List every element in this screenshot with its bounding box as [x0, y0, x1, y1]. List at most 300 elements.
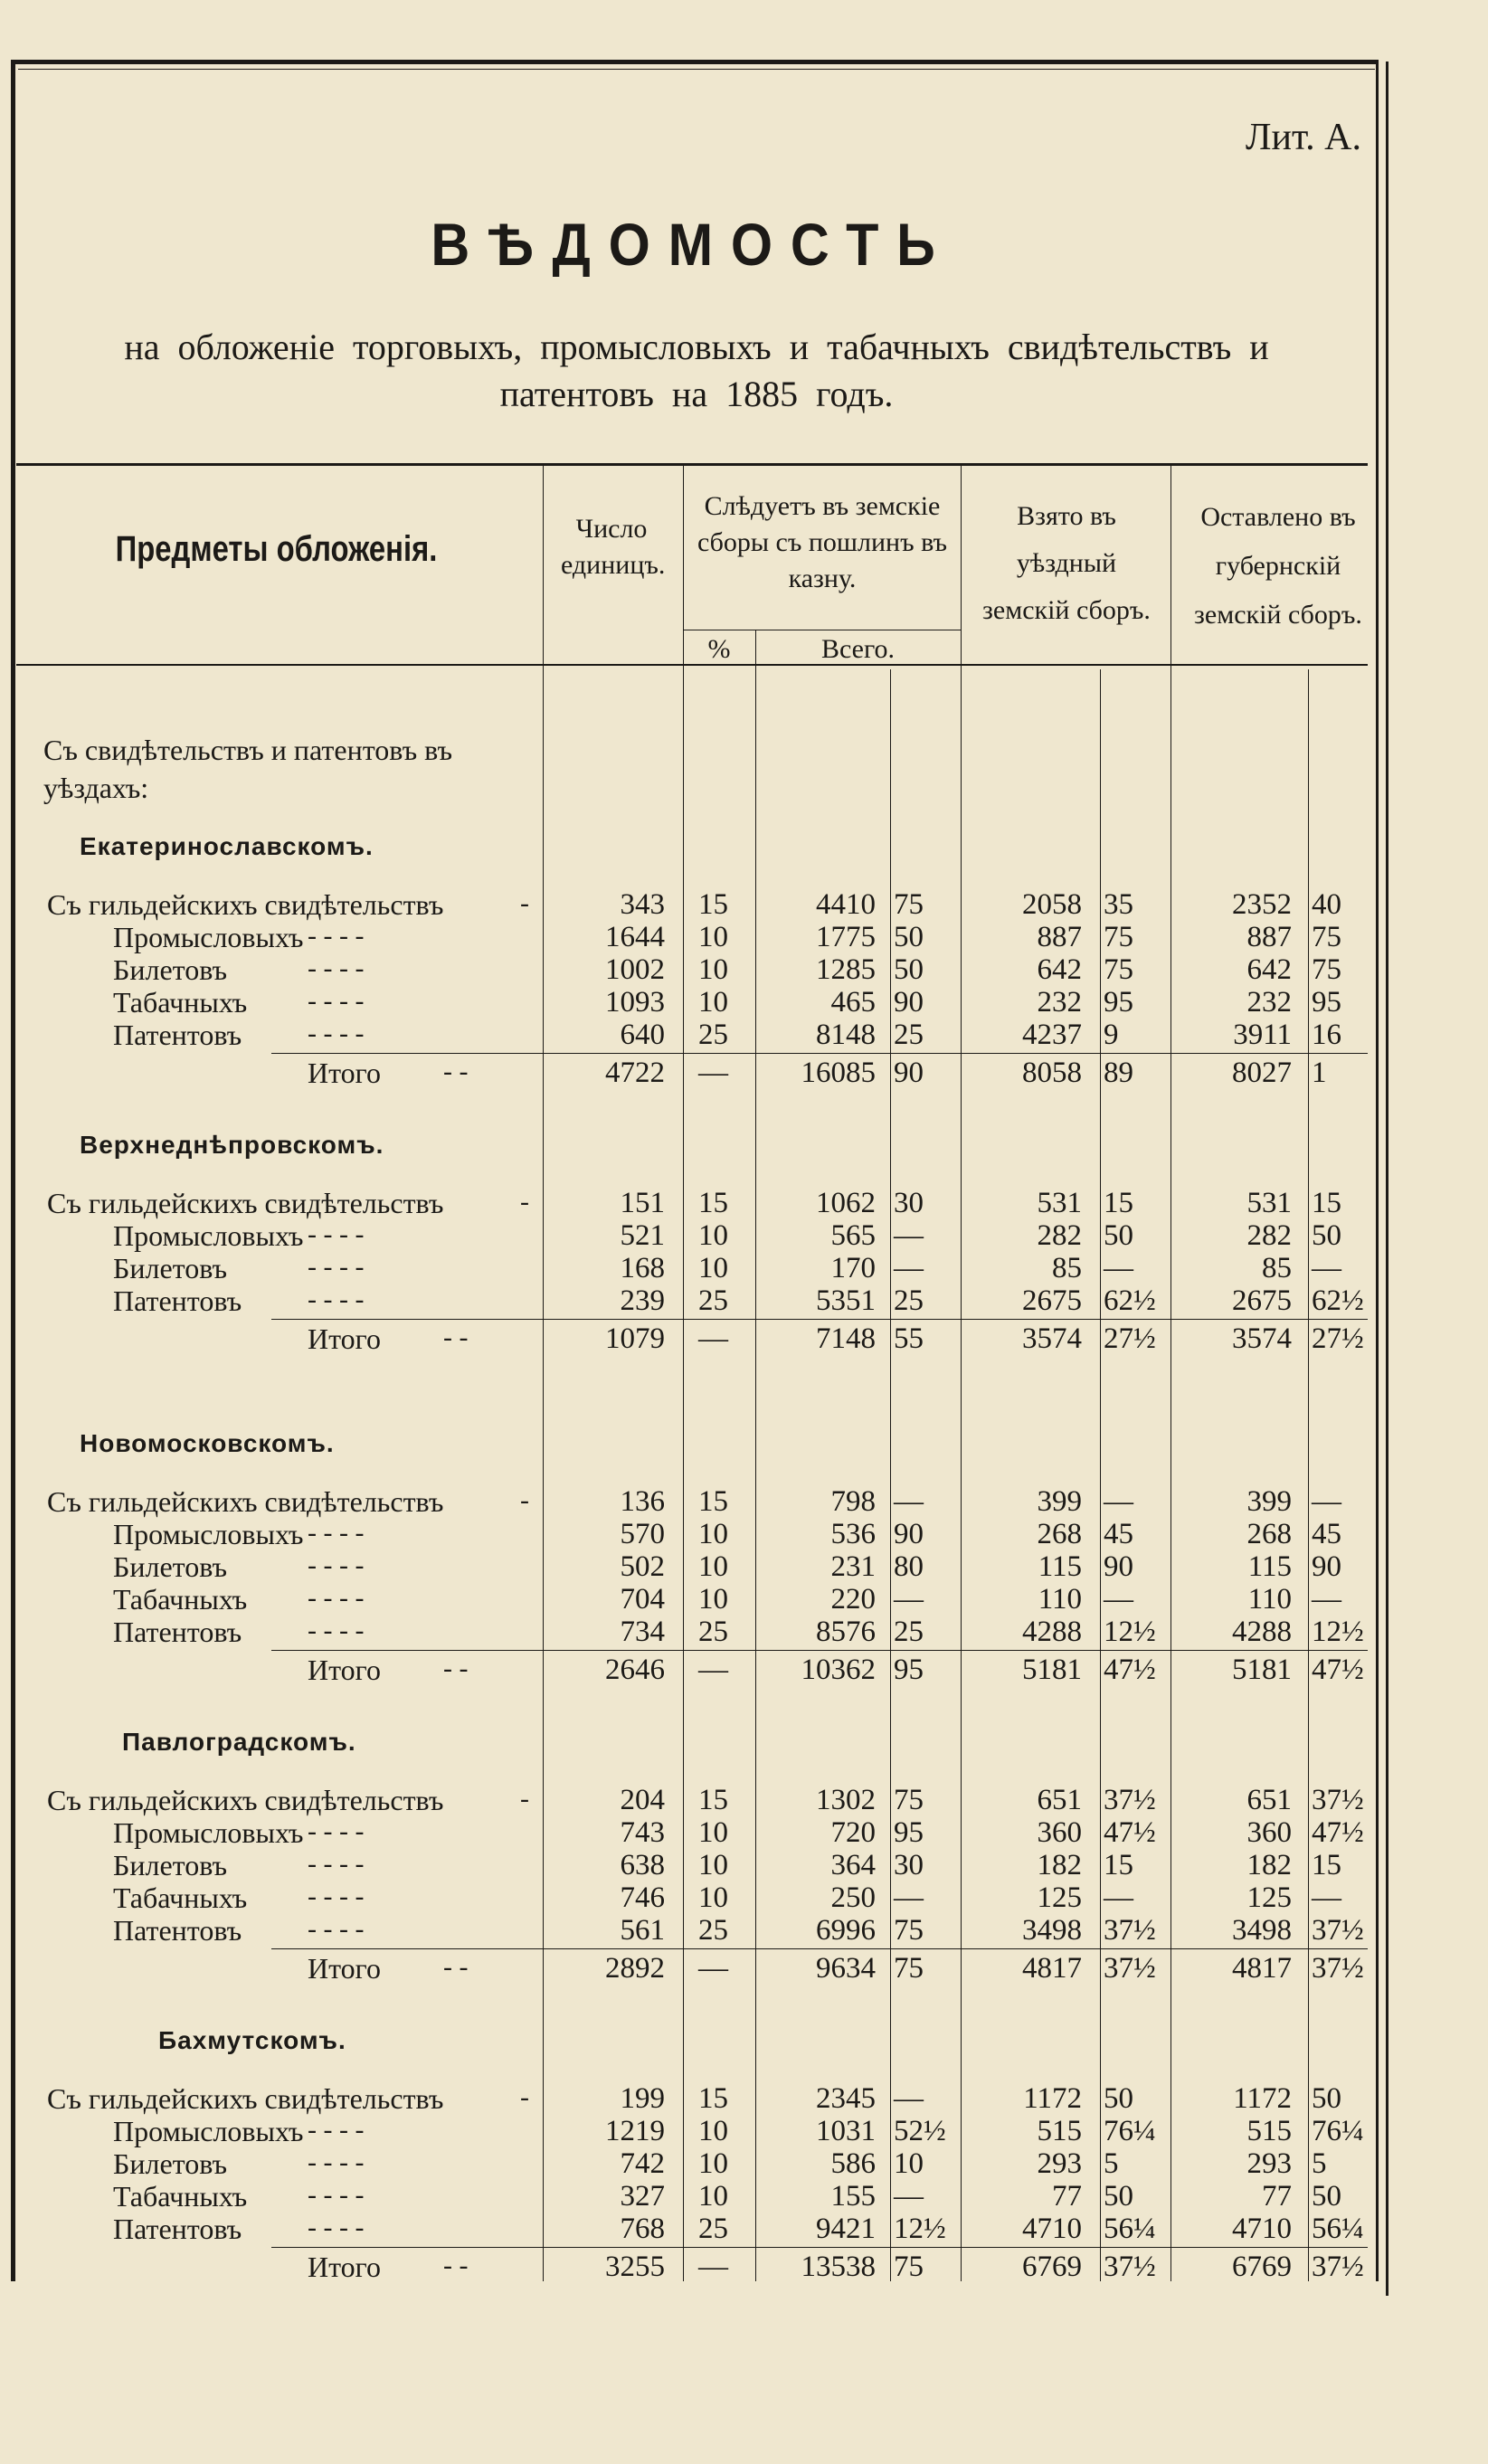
pct-cell: 10	[698, 1219, 728, 1252]
uezd-kop-cell: 76¼	[1104, 2115, 1156, 2147]
gub-kop-cell: 15	[1312, 1187, 1341, 1219]
dot-leader: - -	[443, 2251, 469, 2280]
pct-cell: 15	[698, 888, 728, 921]
pct-cell: 25	[698, 1019, 728, 1051]
uezd-rub-cell: 282	[1037, 1219, 1082, 1252]
row-label: Билетовъ	[113, 1849, 228, 1881]
uezd-rub-cell: 77	[1052, 2180, 1082, 2213]
gub-kop-cell: 16	[1312, 1019, 1341, 1051]
row-label: Съ гильдейскихъ свидѣтельствъ	[47, 888, 444, 921]
total-rub-cell: 8148	[816, 1019, 876, 1051]
total-rule	[271, 1650, 1368, 1651]
gub-rub-cell: 6769	[1232, 2251, 1292, 2283]
units-cell: 742	[620, 2147, 665, 2180]
uezd-kop-cell: —	[1104, 1583, 1133, 1616]
units-cell: 2892	[605, 1952, 665, 1985]
gub-kop-cell: 47½	[1312, 1654, 1364, 1686]
uezd-kop-cell: 50	[1104, 2180, 1133, 2213]
total-label: Итого	[308, 1057, 381, 1089]
total-kop-cell: 75	[894, 888, 924, 921]
uezd-rub-cell: 268	[1037, 1518, 1082, 1550]
total-kop-cell: 52½	[894, 2115, 946, 2147]
gub-rub-cell: 115	[1247, 1550, 1292, 1583]
pct-cell: —	[698, 1322, 728, 1355]
header-units	[543, 511, 680, 583]
row-label: Съ гильдейскихъ свидѣтельствъ	[47, 1485, 444, 1518]
uezd-rub-cell: 2058	[1022, 888, 1082, 921]
uezd-rub-cell: 4710	[1022, 2213, 1082, 2245]
total-kop-cell: 30	[894, 1187, 924, 1219]
uezd-rub-cell: 3498	[1022, 1914, 1082, 1947]
pct-cell: —	[698, 1952, 728, 1985]
document-subtitle	[27, 324, 1366, 418]
gub-kop-cell: 76¼	[1312, 2115, 1364, 2147]
pct-cell: —	[698, 2251, 728, 2283]
total-rub-cell: 586	[830, 2147, 876, 2180]
total-rub-cell: 9634	[816, 1952, 876, 1985]
row-label: Патентовъ	[113, 1284, 242, 1317]
row-label: Патентовъ	[113, 1914, 242, 1947]
units-cell: 343	[620, 888, 665, 921]
total-rub-cell: 1031	[816, 2115, 876, 2147]
uezd-kop-cell: 56¼	[1104, 2213, 1156, 2245]
total-kop-cell: 90	[894, 1057, 924, 1089]
pct-cell: 10	[698, 953, 728, 986]
pct-cell: 10	[698, 1550, 728, 1583]
col-rule-uezd	[961, 463, 962, 2281]
units-cell: 743	[620, 1816, 665, 1849]
total-kop-cell: 90	[894, 1518, 924, 1550]
uezd-kop-cell: 37½	[1104, 2251, 1156, 2283]
uezd-rub-cell: 4237	[1022, 1019, 1082, 1051]
gub-rub-cell: 85	[1262, 1252, 1292, 1284]
pct-cell: 10	[698, 1518, 728, 1550]
uezd-kop-cell: 45	[1104, 1518, 1133, 1550]
uezd-kop-cell: 27½	[1104, 1322, 1156, 1355]
total-rub-cell: 170	[830, 1252, 876, 1284]
total-kop-cell: 25	[894, 1019, 924, 1051]
gub-kop-cell: 50	[1312, 1219, 1341, 1252]
total-rub-cell: 5351	[816, 1284, 876, 1317]
dot-leader: - - - -	[308, 1550, 365, 1580]
uezd-rub-cell: 4817	[1022, 1952, 1082, 1985]
uezd-kop-cell: 35	[1104, 888, 1133, 921]
row-label: Промысловыхъ	[113, 921, 304, 953]
units-cell: 640	[620, 1019, 665, 1051]
pct-cell: 15	[698, 1485, 728, 1518]
row-label: Билетовъ	[113, 953, 228, 986]
uezd-rub-cell: 8058	[1022, 1057, 1082, 1089]
total-rub-cell: 798	[830, 1485, 876, 1518]
total-kop-cell: 75	[894, 1784, 924, 1816]
uezd-rub-cell: 293	[1037, 2147, 1082, 2180]
units-cell: 199	[620, 2082, 665, 2115]
gub-kop-cell: 47½	[1312, 1816, 1364, 1849]
total-rule	[271, 1319, 1368, 1320]
col-rule-gub	[1170, 463, 1171, 2281]
uezd-kop-cell: 75	[1104, 921, 1133, 953]
gub-kop-cell: 37½	[1312, 1952, 1364, 1985]
total-kop-cell: —	[894, 2082, 924, 2115]
dot-leader: - -	[443, 1057, 469, 1086]
units-cell: 239	[620, 1284, 665, 1317]
gub-kop-cell: —	[1312, 1583, 1341, 1616]
dot-leader: - - - -	[308, 986, 365, 1016]
total-rub-cell: 16085	[801, 1057, 876, 1089]
header-top-rule	[16, 463, 1368, 466]
total-kop-cell: 30	[894, 1849, 924, 1881]
total-rule	[271, 2247, 1368, 2248]
units-cell: 734	[620, 1616, 665, 1648]
pct-cell: 15	[698, 1784, 728, 1816]
header-percent: %	[707, 634, 731, 664]
gub-kop-cell: 37½	[1312, 1784, 1364, 1816]
uezd-kop-cell: 12½	[1104, 1616, 1156, 1648]
total-rub-cell: 1062	[816, 1187, 876, 1219]
total-rub-cell: 1775	[816, 921, 876, 953]
uezd-rub-cell: 887	[1037, 921, 1082, 953]
header-units-text: Число единицъ.	[561, 514, 666, 580]
row-label: Съ гильдейскихъ свидѣтельствъ	[47, 1784, 444, 1816]
total-kop-cell: 25	[894, 1616, 924, 1648]
dot-leader: - - - -	[308, 921, 365, 951]
gub-kop-cell: —	[1312, 1252, 1341, 1284]
total-rub-cell: 6996	[816, 1914, 876, 1947]
uezd-rub-cell: 110	[1038, 1583, 1082, 1616]
gub-rub-cell: 5181	[1232, 1654, 1292, 1686]
gub-rub-cell: 3911	[1233, 1019, 1292, 1051]
header-uezd	[962, 493, 1170, 634]
units-cell: 4722	[605, 1057, 665, 1089]
gub-rub-cell: 77	[1262, 2180, 1292, 2213]
gub-rub-cell: 2675	[1232, 1284, 1292, 1317]
units-cell: 168	[620, 1252, 665, 1284]
gub-rub-cell: 293	[1246, 2147, 1292, 2180]
gub-kop-cell: 12½	[1312, 1616, 1364, 1648]
dot-leader: - - - -	[308, 1219, 365, 1249]
gub-kop-cell: 15	[1312, 1849, 1341, 1881]
total-rub-cell: 220	[830, 1583, 876, 1616]
gub-kop-cell: 75	[1312, 921, 1341, 953]
section-name: Павлоградскомъ.	[122, 1728, 356, 1756]
pct-cell: 10	[698, 1881, 728, 1914]
total-kop-cell: —	[894, 2180, 924, 2213]
col-rule-total-kop	[890, 669, 891, 2281]
row-label: Табачныхъ	[113, 1881, 248, 1914]
total-rub-cell: 565	[830, 1219, 876, 1252]
dot-leader: - - - -	[308, 1583, 365, 1613]
gub-rub-cell: 4288	[1232, 1616, 1292, 1648]
uezd-rub-cell: 651	[1037, 1784, 1082, 1816]
gub-rub-cell: 3574	[1232, 1322, 1292, 1355]
uezd-kop-cell: 47½	[1104, 1654, 1156, 1686]
units-cell: 502	[620, 1550, 665, 1583]
header-uezd-text: Взято въ уѣздный земскій сборъ.	[982, 501, 1151, 625]
header-total: Всего.	[820, 634, 896, 664]
total-kop-cell: —	[894, 1485, 924, 1518]
section-name: Новомосковскомъ.	[80, 1429, 335, 1457]
units-cell: 327	[620, 2180, 665, 2213]
dot-leader: - - - -	[308, 2115, 365, 2145]
gub-rub-cell: 4817	[1232, 1952, 1292, 1985]
total-kop-cell: 95	[894, 1654, 924, 1686]
row-label: Табачныхъ	[113, 1583, 248, 1616]
uezd-kop-cell: —	[1104, 1485, 1133, 1518]
total-rub-cell: 13538	[801, 2251, 876, 2283]
gub-kop-cell: 1	[1312, 1057, 1327, 1089]
gub-kop-cell: 40	[1312, 888, 1341, 921]
row-label: Промысловыхъ	[113, 1219, 304, 1252]
total-kop-cell: 25	[894, 1284, 924, 1317]
gub-rub-cell: 3498	[1232, 1914, 1292, 1947]
units-cell: 638	[620, 1849, 665, 1881]
units-cell: 1644	[605, 921, 665, 953]
row-label: Табачныхъ	[113, 986, 248, 1019]
units-cell: 3255	[605, 2251, 665, 2283]
total-label: Итого	[308, 1322, 381, 1355]
units-cell: 1093	[605, 986, 665, 1019]
total-rub-cell: 7148	[816, 1322, 876, 1355]
gub-rub-cell: 360	[1246, 1816, 1292, 1849]
uezd-rub-cell: 115	[1038, 1550, 1082, 1583]
pct-cell: —	[698, 1057, 728, 1089]
dot-leader: - - - -	[308, 2180, 365, 2210]
uezd-kop-cell: —	[1104, 1252, 1133, 1284]
total-kop-cell: 50	[894, 921, 924, 953]
uezd-rub-cell: 1172	[1023, 2082, 1082, 2115]
gub-rub-cell: 651	[1246, 1784, 1292, 1816]
units-cell: 151	[620, 1187, 665, 1219]
row-label: Билетовъ	[113, 2147, 228, 2180]
total-rub-cell: 8576	[816, 1616, 876, 1648]
total-rub-cell: 231	[830, 1550, 876, 1583]
uezd-kop-cell: 37½	[1104, 1784, 1156, 1816]
uezd-rub-cell: 5181	[1022, 1654, 1082, 1686]
gub-kop-cell: 45	[1312, 1518, 1341, 1550]
uezd-kop-cell: 90	[1104, 1550, 1133, 1583]
gub-kop-cell: 95	[1312, 986, 1341, 1019]
pct-cell: 25	[698, 1914, 728, 1947]
col-rule-uezd-kop	[1100, 669, 1101, 2281]
gub-rub-cell: 232	[1246, 986, 1292, 1019]
gub-rub-cell: 642	[1246, 953, 1292, 986]
pct-cell: 10	[698, 1252, 728, 1284]
section-name: Бахмутскомъ.	[158, 2026, 346, 2054]
gub-rub-cell: 2352	[1232, 888, 1292, 921]
uezd-kop-cell: 75	[1104, 953, 1133, 986]
total-rub-cell: 155	[830, 2180, 876, 2213]
row-label: Съ гильдейскихъ свидѣтельствъ	[47, 2082, 444, 2115]
pct-cell: 25	[698, 1284, 728, 1317]
uezd-kop-cell: 9	[1104, 1019, 1119, 1051]
total-kop-cell: 50	[894, 953, 924, 986]
row-label: Патентовъ	[113, 2213, 242, 2245]
gub-rub-cell: 282	[1246, 1219, 1292, 1252]
gub-rub-cell: 8027	[1232, 1057, 1292, 1089]
dot-leader: -	[520, 1187, 529, 1217]
total-kop-cell: 10	[894, 2147, 924, 2180]
uezd-kop-cell: 50	[1104, 2082, 1133, 2115]
pct-cell: —	[698, 1654, 728, 1686]
pct-cell: 25	[698, 1616, 728, 1648]
uezd-rub-cell: 232	[1037, 986, 1082, 1019]
row-label: Табачныхъ	[113, 2180, 248, 2213]
uezd-rub-cell: 182	[1037, 1849, 1082, 1881]
dot-leader: - -	[443, 1952, 469, 1982]
row-label: Промысловыхъ	[113, 1816, 304, 1849]
units-cell: 2646	[605, 1654, 665, 1686]
top-rule	[18, 69, 1375, 70]
dot-leader: - - - -	[308, 1914, 365, 1944]
uezd-kop-cell: 50	[1104, 1219, 1133, 1252]
total-rub-cell: 4410	[816, 888, 876, 921]
units-cell: 204	[620, 1784, 665, 1816]
gub-kop-cell: 50	[1312, 2180, 1341, 2213]
gub-rub-cell: 1172	[1233, 2082, 1292, 2115]
lit-label: Лит. А.	[1246, 117, 1361, 158]
total-rub-cell: 9421	[816, 2213, 876, 2245]
header-zemstvo	[686, 488, 959, 597]
total-rub-cell: 2345	[816, 2082, 876, 2115]
units-cell: 1079	[605, 1322, 665, 1355]
dot-leader: - - - -	[308, 1616, 365, 1645]
uezd-kop-cell: 15	[1104, 1187, 1133, 1219]
total-rub-cell: 1285	[816, 953, 876, 986]
total-kop-cell: —	[894, 1252, 924, 1284]
header-subject: Предметы обложенія.	[115, 529, 438, 569]
units-cell: 570	[620, 1518, 665, 1550]
gub-kop-cell: 27½	[1312, 1322, 1364, 1355]
uezd-kop-cell: 62½	[1104, 1284, 1156, 1317]
gub-kop-cell: 5	[1312, 2147, 1327, 2180]
uezd-kop-cell: 37½	[1104, 1952, 1156, 1985]
total-label: Итого	[308, 2251, 381, 2283]
gub-rub-cell: 887	[1246, 921, 1292, 953]
uezd-kop-cell: 15	[1104, 1849, 1133, 1881]
total-rub-cell: 465	[830, 986, 876, 1019]
total-kop-cell: —	[894, 1583, 924, 1616]
dot-leader: - - - -	[308, 1284, 365, 1314]
dot-leader: - - - -	[308, 1252, 365, 1282]
section-name: Верхнеднѣпровскомъ.	[80, 1131, 384, 1159]
units-cell: 136	[620, 1485, 665, 1518]
dot-leader: - - - -	[308, 2213, 365, 2242]
row-label: Съ гильдейскихъ свидѣтельствъ	[47, 1187, 444, 1219]
uezd-kop-cell: 89	[1104, 1057, 1133, 1089]
col-rule-zemstvo	[683, 463, 684, 2281]
uezd-rub-cell: 531	[1037, 1187, 1082, 1219]
row-label: Билетовъ	[113, 1252, 228, 1284]
total-kop-cell: —	[894, 1881, 924, 1914]
pct-cell: 10	[698, 1583, 728, 1616]
dot-leader: - - - -	[308, 2147, 365, 2177]
total-rub-cell: 250	[830, 1881, 876, 1914]
uezd-rub-cell: 85	[1052, 1252, 1082, 1284]
uezd-rub-cell: 2675	[1022, 1284, 1082, 1317]
header-zemstvo-text: Слѣдуетъ въ земскіе сборы съ пошлинъ въ казну.	[697, 491, 948, 593]
uezd-rub-cell: 6769	[1022, 2251, 1082, 2283]
uezd-rub-cell: 642	[1037, 953, 1082, 986]
total-rub-cell: 10362	[801, 1654, 876, 1686]
uezd-kop-cell: 95	[1104, 986, 1133, 1019]
dot-leader: -	[520, 1784, 529, 1814]
units-cell: 1219	[605, 2115, 665, 2147]
total-label: Итого	[308, 1952, 381, 1985]
dot-leader: -	[520, 888, 529, 918]
units-cell: 704	[620, 1583, 665, 1616]
units-cell: 521	[620, 1219, 665, 1252]
total-kop-cell: 90	[894, 986, 924, 1019]
col-rule-gub-kop	[1308, 669, 1309, 2281]
row-label: Промысловыхъ	[113, 2115, 304, 2147]
dot-leader: - - - -	[308, 1019, 365, 1048]
total-label: Итого	[308, 1654, 381, 1686]
total-rub-cell: 536	[830, 1518, 876, 1550]
subtitle-line-1: на обложеніе торговыхъ, промысловыхъ и табачныхъ свидѣтельствъ и	[124, 327, 1269, 367]
uezd-rub-cell: 515	[1037, 2115, 1082, 2147]
total-kop-cell: 12½	[894, 2213, 946, 2245]
gub-rub-cell: 125	[1246, 1881, 1292, 1914]
pct-cell: 10	[698, 986, 728, 1019]
total-kop-cell: 75	[894, 1914, 924, 1947]
total-rub-cell: 364	[830, 1849, 876, 1881]
gub-rub-cell: 4710	[1232, 2213, 1292, 2245]
gub-kop-cell: 90	[1312, 1550, 1341, 1583]
uezd-kop-cell: 5	[1104, 2147, 1119, 2180]
dot-leader: - - - -	[308, 1816, 365, 1846]
pct-cell: 25	[698, 2213, 728, 2245]
uezd-rub-cell: 399	[1037, 1485, 1082, 1518]
units-cell: 561	[620, 1914, 665, 1947]
dot-leader: - - - -	[308, 1849, 365, 1879]
dot-leader: - - - -	[308, 953, 365, 983]
dot-leader: - - - -	[308, 1881, 365, 1911]
total-kop-cell: 75	[894, 2251, 924, 2283]
gub-kop-cell: —	[1312, 1485, 1341, 1518]
col-rule-pct	[755, 630, 756, 2281]
gub-kop-cell: —	[1312, 1881, 1341, 1914]
subtitle-line-2: патентовъ на 1885 годъ.	[499, 374, 894, 414]
dot-leader: -	[520, 1485, 529, 1515]
gub-rub-cell: 531	[1246, 1187, 1292, 1219]
row-label: Билетовъ	[113, 1550, 228, 1583]
total-rub-cell: 1302	[816, 1784, 876, 1816]
pct-cell: 10	[698, 1816, 728, 1849]
gub-kop-cell: 56¼	[1312, 2213, 1364, 2245]
uezd-kop-cell: 37½	[1104, 1914, 1156, 1947]
units-cell: 768	[620, 2213, 665, 2245]
units-cell: 746	[620, 1881, 665, 1914]
right-rule	[1386, 62, 1388, 2296]
pct-cell: 10	[698, 921, 728, 953]
gub-rub-cell: 515	[1246, 2115, 1292, 2147]
total-rule	[271, 1053, 1368, 1054]
uezd-rub-cell: 4288	[1022, 1616, 1082, 1648]
gub-rub-cell: 268	[1246, 1518, 1292, 1550]
row-label: Патентовъ	[113, 1019, 242, 1051]
pct-cell: 15	[698, 1187, 728, 1219]
total-kop-cell: 75	[894, 1952, 924, 1985]
units-cell: 1002	[605, 953, 665, 986]
dot-leader: - -	[443, 1654, 469, 1683]
pct-cell: 10	[698, 1849, 728, 1881]
gub-kop-cell: 62½	[1312, 1284, 1364, 1317]
total-kop-cell: 95	[894, 1816, 924, 1849]
pct-cell: 10	[698, 2115, 728, 2147]
uezd-rub-cell: 125	[1037, 1881, 1082, 1914]
header-gub-text: Оставлено въ губернскій земскій сборъ.	[1194, 502, 1362, 630]
gub-kop-cell: 37½	[1312, 1914, 1364, 1947]
